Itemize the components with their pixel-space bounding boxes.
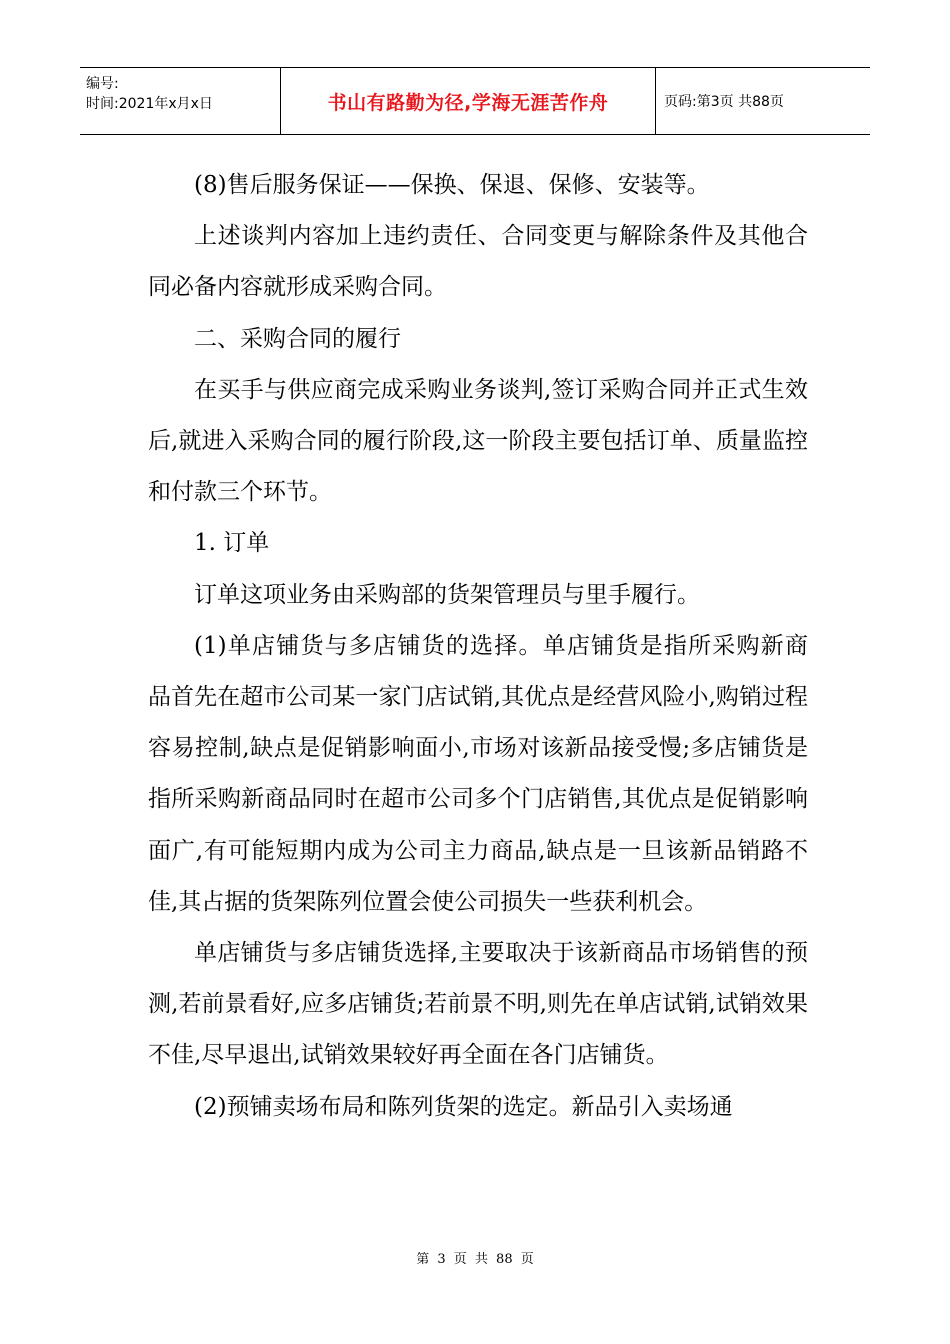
paragraph: 上述谈判内容加上违约责任、合同变更与解除条件及其他合同必备内容就形成采购合同。 [148,223,808,301]
document-time-label: 时间:2021年x月x日 [86,96,213,112]
header-meta [80,68,281,134]
document-number-label: 编号: [86,76,119,92]
paragraph: 在买手与供应商完成采购业务谈判,签订采购合同并正式生效后,就进入采购合同的履行阶段,这一阶段主要包括订单、质量监控和付款三个环节。 [148,376,808,506]
section-heading: 二、采购合同的履行 [194,325,401,352]
paragraph: 订单这项业务由采购部的货架管理员与里手履行。 [194,581,700,608]
body-text [148,160,808,1133]
header-page-info: 页码:第3页 共88页 [664,94,784,110]
paragraph: 单店铺货与多店铺货选择,主要取决于该新商品市场销售的预测,若前景看好,应多店铺货;若前景不明,则先在单店试销,试销效果不佳,尽早退出,试销效果较好再全面在各门店铺货。 [148,940,808,1069]
page-footer: 第 3 页 共 88 页 [416,1252,534,1267]
paragraph: (2)预铺卖场布局和陈列货架的选定。新品引入卖场通 [194,1093,733,1120]
paragraph: (8)售后服务保证——保换、保退、保修、安装等。 [194,172,710,198]
header-motto: 书山有路勤为径,学海无涯苦作舟 [281,68,656,134]
paragraph: (1)单店铺货与多店铺货的选择。单店铺货是指所采购新商 品首先在超市公司某一家门店试销,其优点是经营风险小,购销过程容易控制,缺点是促销影响面小,市场对该新品接受慢;多店铺货是指所采购新商品同时在超市公司多个门店销售,其优点是促销影响面广,有可能短期内成为公司主力商品,缺点是一旦该新品销路不佳,其占据的货架陈列位置会使公司损失一些获利机会。 [148,632,808,915]
subsection-heading: 1. 订单 [194,530,270,557]
page-header [80,67,870,135]
